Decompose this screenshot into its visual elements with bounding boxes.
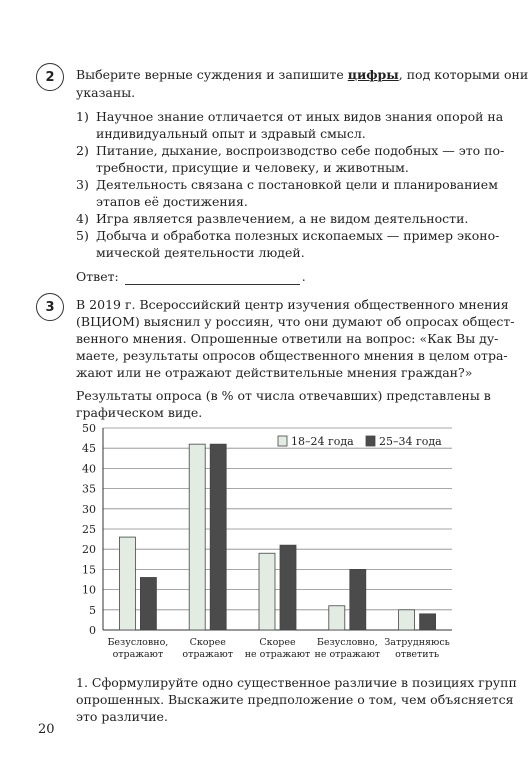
x-tick-label: Затрудняюсь bbox=[384, 637, 450, 648]
question-number-label: 2 bbox=[45, 69, 55, 85]
q3-text-1: В 2019 г. Всероссийский центр изучения общественного мнения bbox=[76, 297, 509, 312]
q2-intro-bold: цифры bbox=[347, 67, 399, 82]
q3-text-5: жают или не отражают действительные мнения граждан?» bbox=[76, 365, 473, 380]
bar bbox=[259, 553, 275, 630]
answer-end: . bbox=[301, 269, 306, 284]
item-number: 2) bbox=[76, 143, 89, 158]
item-text: требности, присущие и человеку, и животным. bbox=[96, 160, 409, 175]
legend-label: 25–34 года bbox=[379, 435, 442, 448]
x-tick-label: Безусловно, bbox=[316, 637, 378, 648]
y-tick-label: 15 bbox=[82, 563, 96, 577]
x-tick-label: Скорее bbox=[259, 637, 296, 648]
bar bbox=[280, 545, 296, 630]
q3-results-1: Результаты опроса (в % от числа отвечавших) представлены в bbox=[76, 388, 491, 403]
item-text: мической деятельности людей. bbox=[96, 245, 305, 260]
item-text: Научное знание отличается от иных видов знания опорой на bbox=[96, 109, 504, 124]
page-number: 20 bbox=[38, 722, 55, 737]
item-number: 4) bbox=[76, 211, 89, 226]
x-tick-label: Скорее bbox=[189, 637, 226, 648]
item-text: Игра является развлечением, а не видом деятельности. bbox=[96, 211, 469, 226]
item-number: 1) bbox=[76, 109, 89, 124]
y-tick-label: 25 bbox=[82, 523, 96, 536]
q3-text-3: венного мнения. Опрошенные ответили на вопрос: «Как Вы ду- bbox=[76, 331, 499, 346]
bar bbox=[420, 614, 436, 630]
q3-text-2: (ВЦИОМ) выяснил у россиян, что они думают об опросах общест- bbox=[76, 314, 515, 329]
q2-intro-text: Выберите верные суждения и запишите bbox=[76, 67, 348, 82]
y-tick-label: 0 bbox=[89, 624, 96, 637]
q3-task-3: это различие. bbox=[76, 709, 168, 724]
x-tick-label: отражают bbox=[182, 649, 234, 660]
bar bbox=[350, 569, 366, 630]
y-tick-label: 45 bbox=[82, 442, 96, 456]
item-text: Деятельность связана с постановкой цели и планированием bbox=[96, 177, 498, 192]
y-tick-label: 35 bbox=[82, 482, 96, 496]
bar bbox=[210, 444, 226, 630]
bar bbox=[140, 577, 156, 630]
x-tick-label: Безусловно, bbox=[107, 637, 169, 648]
q3-task-1: 1. Сформулируйте одно существенное различие в позициях групп bbox=[76, 675, 517, 690]
q3-results-2: графическом виде. bbox=[76, 405, 203, 420]
y-tick-label: 30 bbox=[82, 502, 96, 516]
x-tick-label: отражают bbox=[112, 649, 164, 660]
item-number: 5) bbox=[76, 228, 89, 243]
item-text: этапов её достижения. bbox=[96, 194, 248, 209]
y-tick-label: 50 bbox=[82, 422, 96, 435]
bar bbox=[189, 444, 205, 630]
question-number-label: 3 bbox=[45, 299, 55, 315]
x-tick-label: не отражают bbox=[314, 649, 381, 660]
q2-intro-text-end: , под которыми они bbox=[398, 67, 528, 82]
q3-task-2: опрошенных. Выскажите предположение о том, чем объясняется bbox=[76, 692, 514, 707]
item-text: Питание, дыхание, воспроизводство себе подобных — это по- bbox=[96, 143, 505, 158]
answer-label: Ответ: bbox=[76, 269, 119, 284]
y-tick-label: 40 bbox=[82, 462, 96, 476]
y-tick-label: 10 bbox=[82, 583, 96, 597]
item-text: индивидуальный опыт и здравый смысл. bbox=[96, 126, 366, 141]
item-text: Добыча и обработка полезных ископаемых — пример эконо- bbox=[96, 228, 500, 243]
q2-intro-line2: указаны. bbox=[76, 85, 136, 100]
bar bbox=[119, 537, 135, 630]
x-tick-label: не отражают bbox=[244, 649, 311, 660]
legend-label: 18–24 года bbox=[291, 435, 354, 448]
item-number: 3) bbox=[76, 177, 89, 192]
x-tick-label: ответить bbox=[395, 649, 440, 660]
legend-swatch bbox=[278, 436, 287, 446]
y-tick-label: 20 bbox=[82, 543, 96, 557]
y-tick-label: 5 bbox=[89, 603, 96, 617]
q3-text-4: маете, результаты опросов общественного мнения в целом отра- bbox=[76, 348, 508, 363]
bar bbox=[399, 610, 415, 630]
legend-swatch bbox=[366, 436, 375, 446]
bar bbox=[329, 606, 345, 630]
